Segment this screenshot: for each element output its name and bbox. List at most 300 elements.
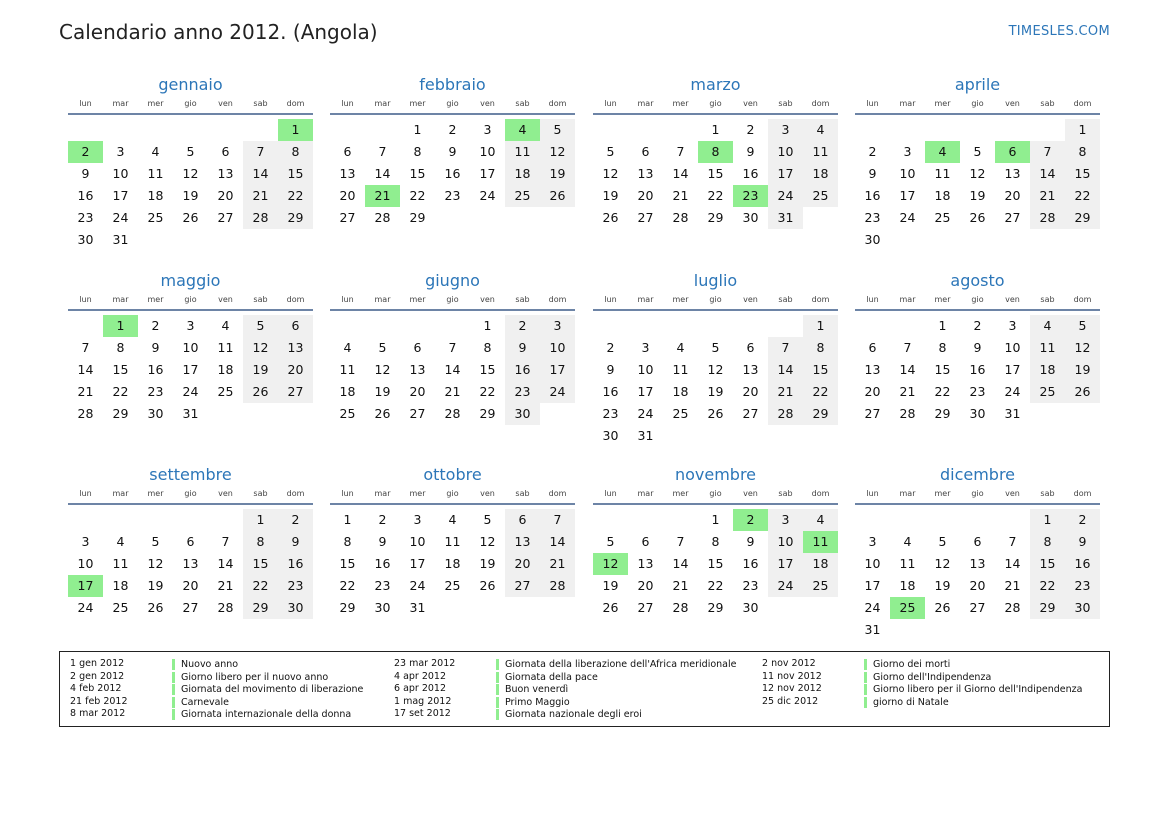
day-cell: 20 [217, 188, 234, 203]
day-cell: 7 [1008, 534, 1017, 549]
weekday-label: dom [1073, 99, 1092, 108]
day-cell: 6 [413, 340, 422, 355]
day-cell: 29 [707, 210, 724, 225]
day-cell: 7 [903, 340, 912, 355]
empty-cell [103, 119, 138, 141]
weekday-label: mar [899, 489, 916, 498]
day-cell: 27 [637, 210, 654, 225]
weekday-label: mar [112, 99, 129, 108]
day-cell: 10 [77, 556, 94, 571]
weekday-label: mar [899, 99, 916, 108]
day-cell: 10 [112, 166, 129, 181]
weekday-label: lun [866, 489, 879, 498]
day-cell: 11 [1030, 337, 1065, 359]
day-cell: 13 [278, 337, 313, 359]
day-cell: 24 [637, 406, 654, 421]
day-cell: 22 [339, 578, 356, 593]
day-grid [330, 509, 575, 619]
day-cell: 6 [505, 509, 540, 531]
day-cell: 25 [444, 578, 461, 593]
holiday-day-cell: 21 [365, 185, 400, 207]
holiday-date: 21 feb 2012 [70, 695, 128, 707]
day-cell: 24 [768, 575, 803, 597]
day-cell: 12 [1065, 337, 1100, 359]
day-cell: 5 [1065, 315, 1100, 337]
day-grid [330, 315, 575, 425]
weekday-label: mer [409, 295, 426, 304]
day-cell: 27 [217, 210, 234, 225]
weekday-label: mer [934, 489, 951, 498]
day-cell: 3 [116, 144, 125, 159]
day-cell: 3 [413, 512, 422, 527]
holiday-date: 17 set 2012 [394, 708, 451, 720]
weekday-label: sab [1040, 99, 1055, 108]
day-cell: 24 [112, 210, 129, 225]
holiday-name: Giornata nazionale degli eroi [496, 709, 642, 720]
day-cell: 16 [602, 384, 619, 399]
day-cell: 16 [742, 556, 759, 571]
day-cell: 4 [676, 340, 685, 355]
day-cell: 30 [969, 406, 986, 421]
weekday-label: lun [341, 295, 354, 304]
day-cell: 21 [672, 188, 689, 203]
day-cell: 22 [409, 188, 426, 203]
day-cell: 31 [1004, 406, 1021, 421]
day-cell: 19 [243, 359, 278, 381]
day-cell: 9 [505, 337, 540, 359]
weekday-label: gio [184, 99, 197, 108]
day-cell: 29 [339, 600, 356, 615]
empty-cell [890, 315, 925, 337]
day-cell: 16 [374, 556, 391, 571]
weekday-label: lun [79, 489, 92, 498]
weekday-label: sab [515, 295, 530, 304]
month-marzo [593, 74, 838, 229]
weekday-label: ven [1005, 99, 1020, 108]
day-cell: 29 [479, 406, 496, 421]
month-febbraio [330, 74, 575, 229]
day-cell: 2 [505, 315, 540, 337]
day-cell: 19 [602, 578, 619, 593]
holiday-date: 4 apr 2012 [394, 670, 447, 682]
day-cell: 30 [602, 428, 619, 443]
empty-cell [855, 315, 890, 337]
day-cell: 28 [540, 575, 575, 597]
day-cell: 21 [243, 185, 278, 207]
day-cell: 12 [540, 141, 575, 163]
day-cell: 3 [81, 534, 90, 549]
empty-cell [698, 315, 733, 337]
holiday-date: 1 gen 2012 [70, 658, 125, 669]
day-cell: 19 [934, 578, 951, 593]
day-grid [855, 509, 1100, 641]
day-cell: 1 [711, 512, 720, 527]
weekday-label: gio [709, 295, 722, 304]
day-cell: 6 [641, 144, 650, 159]
day-cell: 3 [768, 119, 803, 141]
weekday-label: mer [934, 99, 951, 108]
empty-cell [628, 509, 663, 531]
weekday-label: lun [79, 99, 92, 108]
holiday-name: Primo Maggio [496, 697, 570, 708]
weekday-label: mar [374, 295, 391, 304]
weekday-header [68, 293, 313, 307]
day-grid [855, 119, 1100, 251]
day-cell: 4 [448, 512, 457, 527]
holiday-name: Giorno dei morti [864, 659, 950, 670]
day-cell: 18 [147, 188, 164, 203]
day-cell: 4 [151, 144, 160, 159]
month-ottobre [330, 464, 575, 619]
day-cell: 31 [864, 622, 881, 637]
day-cell: 1 [938, 318, 947, 333]
weekday-label: gio [971, 295, 984, 304]
empty-cell [330, 119, 365, 141]
day-cell: 22 [243, 575, 278, 597]
empty-cell [103, 509, 138, 531]
day-cell: 17 [479, 166, 496, 181]
day-cell: 12 [374, 362, 391, 377]
month-name: giugno [425, 271, 480, 290]
weekday-label: dom [286, 489, 305, 498]
day-cell: 20 [864, 384, 881, 399]
day-cell: 26 [182, 210, 199, 225]
weekday-label: ven [218, 489, 233, 498]
holiday-name: Nuovo anno [172, 659, 238, 670]
day-cell: 9 [378, 534, 387, 549]
day-cell: 16 [77, 188, 94, 203]
day-cell: 15 [278, 163, 313, 185]
weekday-label: dom [286, 99, 305, 108]
day-cell: 15 [1065, 163, 1100, 185]
day-cell: 11 [444, 534, 461, 549]
holiday-date: 2 nov 2012 [762, 658, 816, 669]
day-cell: 31 [637, 428, 654, 443]
day-cell: 29 [409, 210, 426, 225]
day-cell: 3 [641, 340, 650, 355]
weekday-label: mar [112, 489, 129, 498]
weekday-header [593, 293, 838, 307]
day-cell: 27 [278, 381, 313, 403]
day-cell: 23 [77, 210, 94, 225]
day-cell: 13 [969, 556, 986, 571]
weekday-label: gio [446, 99, 459, 108]
empty-cell [768, 315, 803, 337]
day-cell: 31 [112, 232, 129, 247]
weekday-label: gio [709, 489, 722, 498]
holiday-name: Giornata della pace [496, 672, 598, 683]
empty-cell [1030, 119, 1065, 141]
day-cell: 18 [899, 578, 916, 593]
month-divider [855, 113, 1100, 115]
month-name: marzo [690, 75, 741, 94]
holiday-name: giorno di Natale [864, 697, 949, 708]
month-divider [593, 309, 838, 311]
holiday-day-cell: 4 [505, 119, 540, 141]
month-luglio [593, 270, 838, 447]
day-cell: 1 [711, 122, 720, 137]
weekday-label: gio [184, 295, 197, 304]
day-cell: 12 [602, 166, 619, 181]
day-cell: 28 [899, 406, 916, 421]
month-divider [68, 113, 313, 115]
day-cell: 24 [899, 210, 916, 225]
day-cell: 24 [768, 185, 803, 207]
empty-cell [243, 119, 278, 141]
day-cell: 10 [637, 362, 654, 377]
day-grid [593, 509, 838, 619]
day-cell: 21 [444, 384, 461, 399]
day-cell: 31 [768, 207, 803, 229]
month-divider [855, 503, 1100, 505]
day-cell: 25 [112, 600, 129, 615]
day-cell: 19 [602, 188, 619, 203]
empty-cell [68, 119, 103, 141]
empty-cell [138, 119, 173, 141]
day-cell: 27 [742, 406, 759, 421]
weekday-header [330, 293, 575, 307]
weekday-label: sab [778, 99, 793, 108]
weekday-header [68, 487, 313, 501]
empty-cell [173, 119, 208, 141]
empty-cell [663, 509, 698, 531]
weekday-label: mar [637, 295, 654, 304]
empty-cell [173, 509, 208, 531]
weekday-label: ven [480, 295, 495, 304]
day-cell: 16 [864, 188, 881, 203]
day-cell: 26 [147, 600, 164, 615]
empty-cell [330, 315, 365, 337]
day-cell: 26 [1065, 381, 1100, 403]
day-grid [593, 315, 838, 447]
empty-cell [960, 119, 995, 141]
month-maggio [68, 270, 313, 425]
day-cell: 14 [77, 362, 94, 377]
day-cell: 14 [243, 163, 278, 185]
day-cell: 8 [116, 340, 125, 355]
day-cell: 15 [707, 166, 724, 181]
day-cell: 12 [243, 337, 278, 359]
empty-cell [733, 315, 768, 337]
weekday-label: ven [1005, 489, 1020, 498]
empty-cell [435, 315, 470, 337]
month-divider [593, 503, 838, 505]
holiday-day-cell: 4 [925, 141, 960, 163]
brand-link[interactable]: TIMESLES.COM [1008, 24, 1110, 39]
day-cell: 11 [217, 340, 234, 355]
day-cell: 27 [637, 600, 654, 615]
day-cell: 21 [899, 384, 916, 399]
day-cell: 2 [448, 122, 457, 137]
day-cell: 16 [505, 359, 540, 381]
day-cell: 7 [448, 340, 457, 355]
day-cell: 22 [278, 185, 313, 207]
day-cell: 4 [343, 340, 352, 355]
day-cell: 18 [505, 163, 540, 185]
weekday-header [330, 487, 575, 501]
weekday-label: gio [971, 489, 984, 498]
day-cell: 20 [637, 188, 654, 203]
weekday-label: sab [253, 99, 268, 108]
weekday-label: lun [341, 489, 354, 498]
day-cell: 11 [112, 556, 129, 571]
page-title: Calendario anno 2012. (Angola) [59, 20, 378, 44]
empty-cell [890, 119, 925, 141]
day-cell: 23 [505, 381, 540, 403]
day-cell: 3 [1008, 318, 1017, 333]
day-cell: 24 [1004, 384, 1021, 399]
day-cell: 25 [505, 185, 540, 207]
day-cell: 28 [1030, 207, 1065, 229]
empty-cell [208, 509, 243, 531]
day-cell: 12 [969, 166, 986, 181]
weekday-label: ven [743, 99, 758, 108]
day-cell: 20 [637, 578, 654, 593]
day-cell: 31 [182, 406, 199, 421]
day-cell: 7 [378, 144, 387, 159]
month-aprile [855, 74, 1100, 251]
day-cell: 2 [973, 318, 982, 333]
day-cell: 18 [339, 384, 356, 399]
day-cell: 7 [768, 337, 803, 359]
day-cell: 10 [899, 166, 916, 181]
day-cell: 19 [1065, 359, 1100, 381]
day-cell: 27 [339, 210, 356, 225]
day-cell: 14 [374, 166, 391, 181]
month-name: gennaio [158, 75, 223, 94]
day-cell: 20 [278, 359, 313, 381]
weekday-header [593, 487, 838, 501]
day-cell: 22 [479, 384, 496, 399]
day-cell: 28 [672, 210, 689, 225]
weekday-label: sab [778, 295, 793, 304]
empty-cell [628, 315, 663, 337]
day-cell: 6 [343, 144, 352, 159]
day-cell: 23 [374, 578, 391, 593]
day-cell: 3 [903, 144, 912, 159]
day-cell: 30 [278, 597, 313, 619]
day-cell: 2 [151, 318, 160, 333]
weekday-label: lun [604, 295, 617, 304]
day-cell: 8 [803, 337, 838, 359]
day-cell: 19 [374, 384, 391, 399]
day-cell: 19 [182, 188, 199, 203]
day-cell: 17 [1004, 362, 1021, 377]
day-cell: 19 [479, 556, 496, 571]
day-cell: 5 [186, 144, 195, 159]
holiday-name: Giornata internazionale della donna [172, 709, 351, 720]
month-name: febbraio [419, 75, 486, 94]
holiday-day-cell: 2 [68, 141, 103, 163]
day-cell: 17 [637, 384, 654, 399]
day-cell: 6 [746, 340, 755, 355]
weekday-label: dom [811, 489, 830, 498]
day-cell: 18 [444, 556, 461, 571]
weekday-label: mer [934, 295, 951, 304]
day-cell: 8 [483, 340, 492, 355]
empty-cell [593, 509, 628, 531]
month-divider [330, 309, 575, 311]
day-cell: 23 [864, 210, 881, 225]
weekday-label: ven [480, 489, 495, 498]
day-cell: 11 [505, 141, 540, 163]
day-cell: 29 [803, 403, 838, 425]
day-cell: 23 [1065, 575, 1100, 597]
month-name: agosto [950, 271, 1005, 290]
day-cell: 16 [147, 362, 164, 377]
day-cell: 11 [899, 556, 916, 571]
day-cell: 29 [1065, 207, 1100, 229]
day-cell: 12 [182, 166, 199, 181]
day-cell: 13 [339, 166, 356, 181]
month-name: dicembre [939, 465, 1016, 484]
day-cell: 28 [444, 406, 461, 421]
day-cell: 18 [803, 553, 838, 575]
day-cell: 3 [186, 318, 195, 333]
weekday-header [593, 97, 838, 111]
day-cell: 21 [540, 553, 575, 575]
day-cell: 19 [707, 384, 724, 399]
month-divider [68, 503, 313, 505]
day-cell: 16 [742, 166, 759, 181]
holiday-date: 1 mag 2012 [394, 695, 452, 707]
day-cell: 9 [746, 144, 755, 159]
day-cell: 13 [742, 362, 759, 377]
day-cell: 5 [606, 534, 615, 549]
month-divider [593, 113, 838, 115]
day-cell: 29 [278, 207, 313, 229]
holiday-day-cell: 8 [698, 141, 733, 163]
holiday-name: Buon venerdì [496, 684, 568, 695]
day-cell: 5 [540, 119, 575, 141]
day-cell: 20 [1004, 188, 1021, 203]
day-cell: 16 [278, 553, 313, 575]
weekday-label: sab [1040, 295, 1055, 304]
day-cell: 21 [768, 381, 803, 403]
day-cell: 12 [147, 556, 164, 571]
day-cell: 29 [934, 406, 951, 421]
empty-cell [400, 315, 435, 337]
day-cell: 8 [711, 534, 720, 549]
empty-cell [138, 509, 173, 531]
weekday-label: ven [480, 99, 495, 108]
weekday-header [855, 487, 1100, 501]
day-cell: 30 [742, 210, 759, 225]
day-cell: 10 [409, 534, 426, 549]
day-cell: 5 [151, 534, 160, 549]
weekday-label: gio [446, 489, 459, 498]
day-cell: 18 [112, 578, 129, 593]
day-cell: 14 [540, 531, 575, 553]
weekday-label: dom [811, 99, 830, 108]
day-cell: 16 [1065, 553, 1100, 575]
day-cell: 20 [182, 578, 199, 593]
holiday-date: 2 gen 2012 [70, 670, 125, 682]
day-cell: 10 [768, 141, 803, 163]
day-cell: 3 [868, 534, 877, 549]
day-cell: 5 [938, 534, 947, 549]
day-cell: 8 [343, 534, 352, 549]
day-cell: 23 [602, 406, 619, 421]
weekday-label: dom [548, 99, 567, 108]
day-cell: 15 [803, 359, 838, 381]
weekday-label: mer [147, 489, 164, 498]
day-cell: 22 [934, 384, 951, 399]
empty-cell [663, 315, 698, 337]
day-cell: 15 [934, 362, 951, 377]
weekday-label: dom [548, 295, 567, 304]
day-cell: 5 [711, 340, 720, 355]
